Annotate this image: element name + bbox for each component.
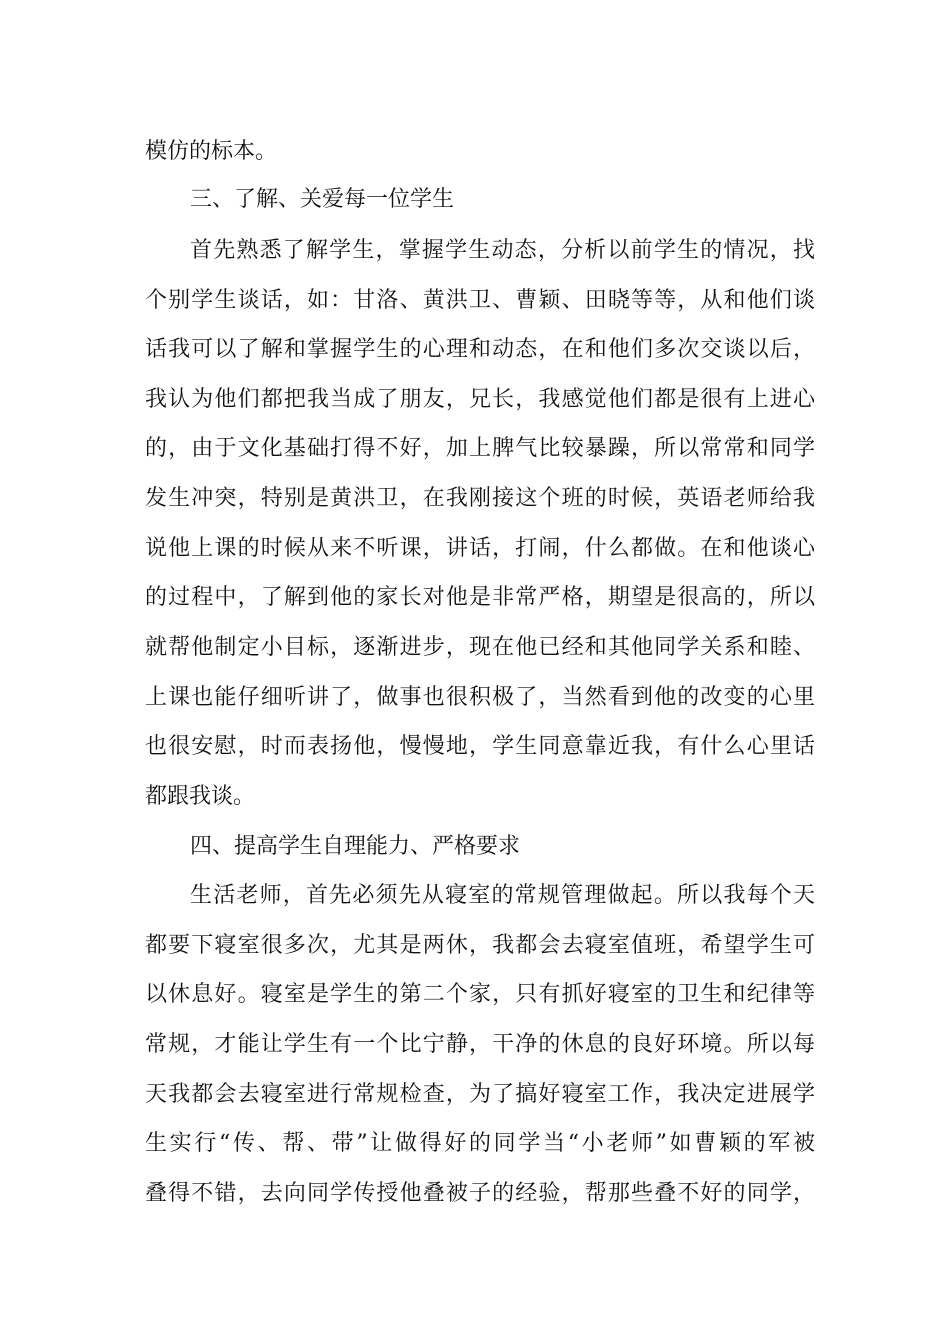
paragraph-line: 以休息好。寝室是学生的第二个家，只有抓好寝室的卫生和纪律等 [145,982,815,1007]
paragraph-line: 个别学生谈话，如：甘洛、黄洪卫、曹颖、田晓等等，从和他们谈 [145,288,815,313]
paragraph-line: 上课也能仔细听讲了，做事也很积极了，当然看到他的改变的心里 [145,685,815,710]
paragraph-line: 就帮他制定小目标，逐渐进步，现在他已经和其他同学关系和睦、 [145,635,815,660]
section-heading-3: 三、了解、关爱每一位学生 [190,187,455,212]
paragraph-line: 我认为他们都把我当成了朋友，兄长，我感觉他们都是很有上进心 [145,387,815,412]
paragraph-line: 都要下寝室很多次，尤其是两休，我都会去寝室值班，希望学生可 [145,933,815,958]
paragraph-line: 首先熟悉了解学生，掌握学生动态，分析以前学生的情况，找 [190,238,815,263]
paragraph-line: 常规，才能让学生有一个比宁静，干净的休息的良好环境。所以每 [145,1032,815,1057]
paragraph-line: 模仿的标本。 [145,139,278,164]
section-heading-4: 四、提高学生自理能力、严格要求 [190,834,521,859]
paragraph-line: 的过程中，了解到他的家长对他是非常严格，期望是很高的，所以 [145,585,815,610]
paragraph-line: 叠得不错，去向同学传授他叠被子的经验，帮那些叠不好的同学， [145,1181,815,1206]
paragraph-line: 说他上课的时候从来不听课，讲话，打闹，什么都做。在和他谈心 [145,536,815,561]
paragraph-line: 生活老师，首先必须先从寝室的常规管理做起。所以我每个天 [190,883,815,908]
paragraph-line: 也很安慰，时而表扬他，慢慢地，学生同意靠近我，有什么心里话 [145,734,815,759]
paragraph-line: 话我可以了解和掌握学生的心理和动态，在和他们多次交谈以后， [145,337,815,362]
paragraph-line: 的，由于文化基础打得不好，加上脾气比较暴躁，所以常常和同学 [145,436,815,461]
paragraph-line: 生实行“传、帮、带”让做得好的同学当“小老师”如曹颖的军被 [145,1131,815,1156]
paragraph-line: 都跟我谈。 [145,784,256,809]
paragraph-line: 天我都会去寝室进行常规检查，为了搞好寝室工作，我决定进展学 [145,1082,815,1107]
paragraph-line: 发生冲突，特别是黄洪卫，在我刚接这个班的时候，英语老师给我 [145,486,815,511]
